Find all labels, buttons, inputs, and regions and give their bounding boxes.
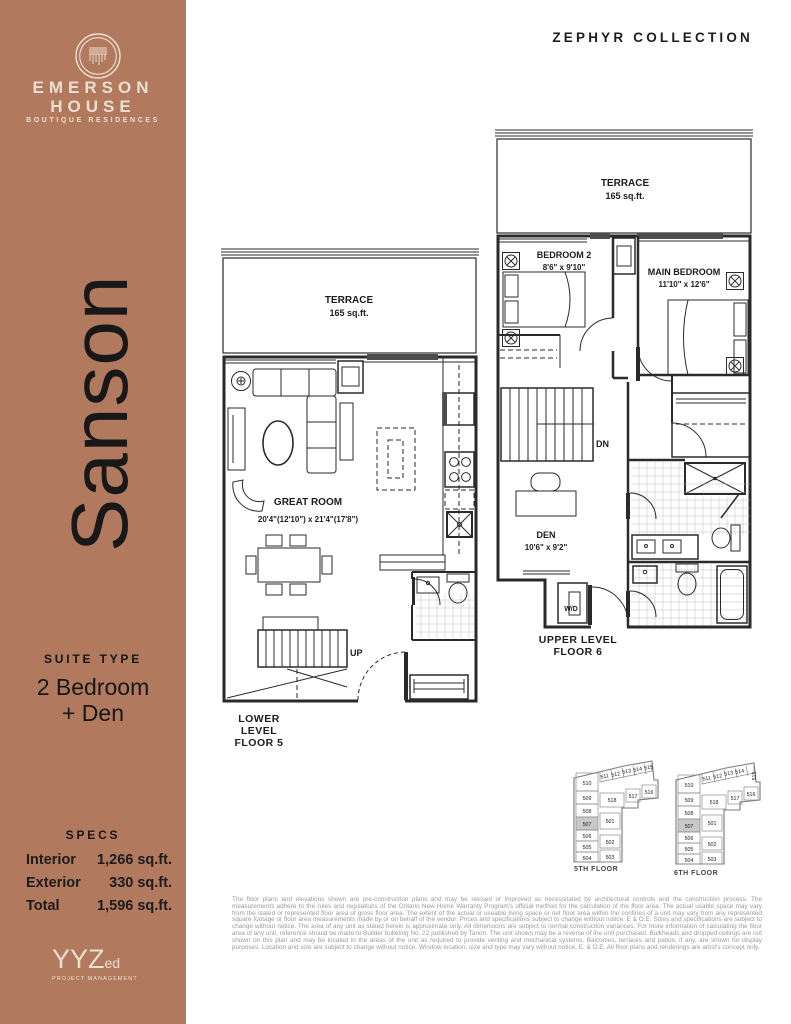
shower: [685, 463, 745, 494]
floorplan-lower-level: [221, 243, 479, 708]
double-vanity: [632, 535, 698, 559]
main-bathroom: [626, 460, 750, 559]
collection-title: ZEPHYR COLLECTION: [552, 30, 753, 45]
laundry-label: W/D: [564, 606, 578, 613]
brand-tagline: BOUTIQUE RESIDENCES: [26, 117, 160, 124]
svg-text:516: 516: [746, 792, 756, 798]
main-bedroom-label: MAIN BEDROOM: [647, 267, 721, 277]
svg-text:512: 512: [610, 771, 621, 779]
suite-name: Sanson: [55, 274, 144, 552]
entry-door: [358, 652, 408, 705]
svg-text:503: 503: [605, 855, 615, 861]
svg-text:517: 517: [730, 796, 740, 802]
suite-type-heading: SUITE TYPE: [43, 652, 142, 666]
spec-label: Interior: [26, 852, 76, 868]
floorplan-upper-level: [495, 122, 755, 634]
hall-door: [588, 585, 628, 631]
svg-text:505: 505: [582, 845, 592, 851]
ceiling-fixture: [232, 372, 251, 391]
dining-table: [246, 535, 332, 595]
stair-direction: DN: [596, 439, 609, 449]
svg-text:511: 511: [702, 775, 712, 783]
dishwasher: [445, 490, 474, 509]
main-bath-door: [630, 493, 656, 519]
developer-logo-script: ed: [104, 955, 121, 971]
sidebar: [0, 0, 186, 1024]
unit-outline: [498, 236, 750, 627]
den-label: DEN: [536, 530, 556, 540]
bed-main: [668, 300, 748, 375]
suite-type-line1: 2 Bedroom: [36, 674, 150, 700]
suite-type-line2: + Den: [61, 700, 124, 726]
sliding-door: [590, 233, 610, 239]
terrace-door: [613, 238, 635, 274]
side-table: [340, 403, 353, 460]
developer-logo-main: YYZ: [52, 944, 105, 974]
svg-text:506: 506: [684, 836, 694, 842]
svg-text:504: 504: [684, 858, 694, 864]
sofa: [253, 369, 336, 473]
developer-logo: [52, 944, 138, 982]
crown-icon: [68, 26, 128, 86]
svg-text:513: 513: [723, 770, 734, 778]
sliding-door: [367, 354, 438, 360]
svg-text:513: 513: [621, 768, 632, 776]
brand-name-line1: EMERSON: [32, 78, 154, 97]
kitchen: [380, 357, 474, 570]
svg-text:510: 510: [582, 781, 592, 787]
terrace-area: 165 sq.ft.: [605, 191, 645, 201]
den-dims: 10'6" x 9'2": [524, 543, 568, 552]
second-bath-door: [630, 591, 656, 617]
svg-text:515: 515: [752, 771, 758, 781]
laundry-closet: [558, 583, 587, 623]
second-bathroom: [626, 562, 750, 625]
terrace-area: 165 sq.ft.: [329, 308, 369, 318]
lower-level-label: LOWER LEVEL FLOOR 5: [234, 713, 284, 749]
walk-in-closet: [638, 375, 750, 457]
svg-text:505: 505: [684, 847, 694, 853]
upper-level-label: UPPER LEVEL FLOOR 6: [538, 634, 618, 658]
bedroom2-closet: [498, 335, 560, 368]
spec-value: 1,266 sq.ft.: [97, 852, 172, 868]
specs-heading: SPECS: [65, 828, 121, 842]
svg-text:511: 511: [600, 773, 610, 781]
spec-row-interior: [26, 852, 172, 868]
legal-disclaimer: The floor plans and elevations shown are pre-construction plans and may be revised or improved as necessitated by architectural controls and the construction process. The measurements adhere to the rules and regulations of the Ontario New Home Warranty Program's official method for the calculation of the floor area. The actual usable space may vary from the stated or represented floor area of gross floor area. The extent of the actual or useable living space or net floor area within the confines of a unit may vary from any represented square footage or floor area measurements made by or on behalf of the vendor. Prices and specifications subject to change without notice. E & O.E. Sizes and specifications are subject to change without notice. The area of any unit as stated herein is approximate only. All dimensions are subject to normal construction variances. For more information of calculating the floor area of any unit, reference should be made to Builder bulleting No. 22 published by Tarion. The unit shown may be a reverse of the unit purchased. Bulkheads and dropped ceilings are not shown on this plan and may be located in the areas of the unit as required to provide venting and mechanical systems. Balconies, terraces and patios, if any, are shown for display purposes. Location and size are subject to change without notice. Window location, size and type may vary without notice. E. & O.E. All floor plans and renderings are artist's concept only.: [232, 896, 762, 951]
bath-sink: [633, 566, 657, 583]
svg-text:518: 518: [709, 800, 719, 806]
under-stair-storage: [227, 669, 347, 700]
stairs-down: [501, 388, 593, 461]
keyplan-6th-label: 6TH FLOOR: [674, 870, 719, 877]
svg-text:501: 501: [605, 819, 615, 825]
brand-name-line2: HOUSE: [50, 97, 136, 116]
sliding-door: [637, 233, 723, 239]
keyplan-5th-label: 5TH FLOOR: [574, 866, 619, 873]
main-bedroom-dims: 11'10" x 12'6": [658, 280, 710, 289]
great-room-label: GREAT ROOM: [273, 497, 343, 508]
svg-text:509: 509: [582, 796, 592, 802]
svg-text:518: 518: [607, 798, 617, 804]
bathroom: [412, 572, 476, 640]
spec-row-exterior: [26, 875, 172, 891]
entry-closet: [410, 675, 468, 699]
tv-console: [228, 408, 245, 470]
svg-text:510: 510: [684, 783, 694, 789]
svg-text:508: 508: [582, 809, 592, 815]
toilet: [447, 574, 469, 603]
spec-label: Exterior: [26, 875, 81, 891]
svg-text:502: 502: [605, 840, 615, 846]
spec-value: 1,596 sq.ft.: [97, 898, 172, 914]
svg-text:512: 512: [712, 773, 723, 781]
svg-text:507: 507: [582, 822, 592, 828]
bathroom-door: [414, 579, 440, 605]
toilet: [712, 525, 740, 551]
svg-text:514: 514: [734, 768, 745, 776]
coffee-table: [263, 421, 293, 465]
bed-bedroom2: [503, 272, 585, 327]
bedroom2-label: BEDROOM 2: [536, 250, 592, 260]
svg-text:514: 514: [632, 766, 643, 774]
svg-text:507: 507: [684, 824, 694, 830]
keyplan-6th-floor: [668, 760, 764, 868]
spec-value: 330 sq.ft.: [109, 875, 172, 891]
svg-text:515: 515: [643, 764, 654, 772]
bedroom2-dims: 8'6" x 9'10": [542, 263, 586, 272]
stairs-up: [258, 617, 347, 667]
svg-text:506: 506: [582, 834, 592, 840]
svg-text:517: 517: [628, 794, 638, 800]
stair-direction: UP: [350, 648, 363, 658]
svg-text:508: 508: [684, 811, 694, 817]
terrace-label: TERRACE: [600, 178, 650, 189]
svg-text:501: 501: [707, 821, 717, 827]
svg-text:503: 503: [707, 857, 717, 863]
den-desk: [516, 473, 576, 516]
developer-logo-caption: PROJECT MANAGEMENT: [52, 976, 138, 982]
svg-text:509: 509: [684, 798, 694, 804]
svg-text:504: 504: [582, 856, 592, 862]
spec-row-total: [26, 898, 172, 914]
terrace-label: TERRACE: [324, 295, 374, 306]
great-room-dims: 20'4"(12'10") x 21'4"(17'8"): [257, 515, 359, 524]
spec-label: Total: [26, 898, 60, 914]
kitchen-island: [377, 428, 415, 490]
svg-text:516: 516: [644, 790, 654, 796]
armchair: [233, 480, 264, 511]
keyplan-5th-floor: [566, 758, 662, 866]
bathtub: [717, 566, 747, 623]
svg-text:502: 502: [707, 842, 717, 848]
